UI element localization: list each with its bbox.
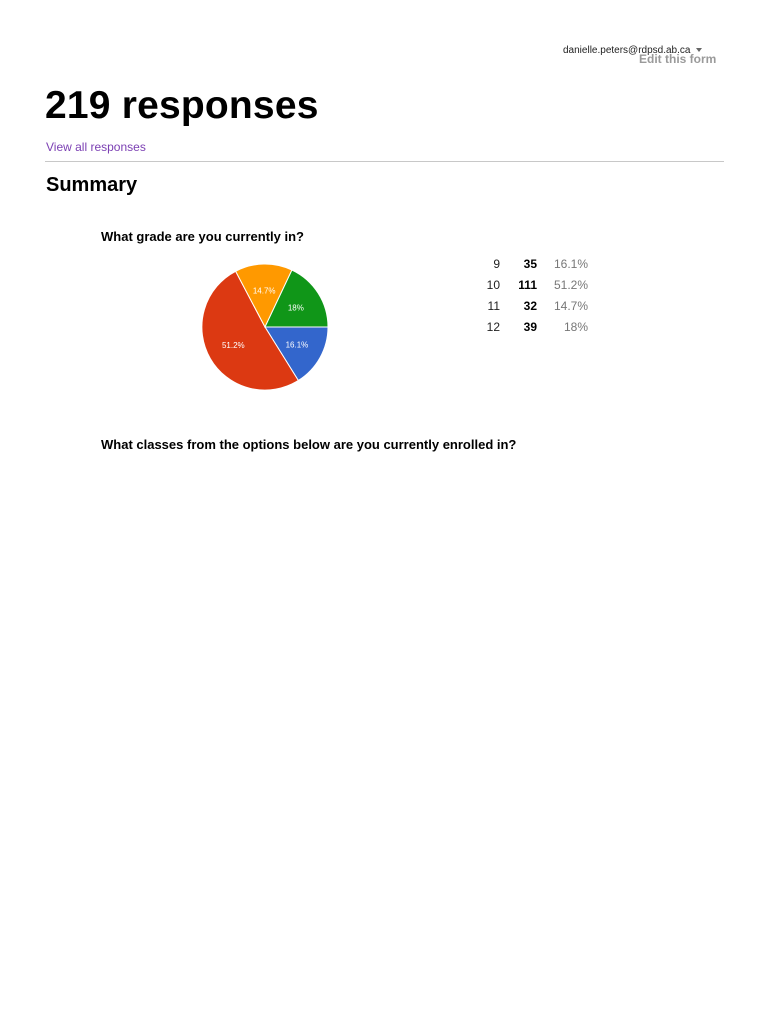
count-cell: 111	[518, 277, 537, 292]
percent-cell: 14.7%	[553, 298, 588, 313]
account-menu[interactable]	[563, 45, 702, 56]
grade-cell: 12	[486, 319, 500, 334]
question-classes-title: What classes from the options below are you currently enrolled in?	[101, 437, 517, 452]
count-cell: 35	[523, 256, 537, 271]
percent-cell: 18%	[563, 319, 588, 334]
percent-cell: 16.1%	[553, 256, 588, 271]
pie-slice-label: 51.2%	[221, 341, 245, 351]
question-grade-title: What grade are you currently in?	[101, 229, 304, 244]
chevron-down-icon	[696, 48, 702, 52]
grade-cell: 10	[486, 277, 500, 292]
table-row	[478, 253, 588, 274]
page-title: 219 responses	[45, 84, 319, 127]
grade-cell: 9	[493, 256, 500, 271]
count-cell: 39	[523, 319, 537, 334]
table-row	[478, 274, 588, 295]
grade-summary-table	[478, 253, 588, 337]
account-email: danielle.peters@rdpsd.ab.ca	[563, 45, 691, 56]
divider	[45, 161, 724, 162]
grade-pie-chart	[200, 262, 330, 392]
summary-heading: Summary	[46, 174, 138, 196]
pie-slice-label: 16.1%	[285, 340, 309, 350]
pie-slice-label: 14.7%	[252, 286, 276, 296]
table-row	[478, 295, 588, 316]
percent-cell: 51.2%	[553, 277, 588, 292]
view-all-responses-link[interactable]: View all responses	[46, 140, 146, 154]
count-cell: 32	[523, 298, 537, 313]
pie-slice-label: 18%	[287, 303, 304, 313]
grade-cell: 11	[487, 298, 500, 313]
table-row	[478, 316, 588, 337]
edit-form-link[interactable]: Edit this form	[639, 52, 717, 66]
